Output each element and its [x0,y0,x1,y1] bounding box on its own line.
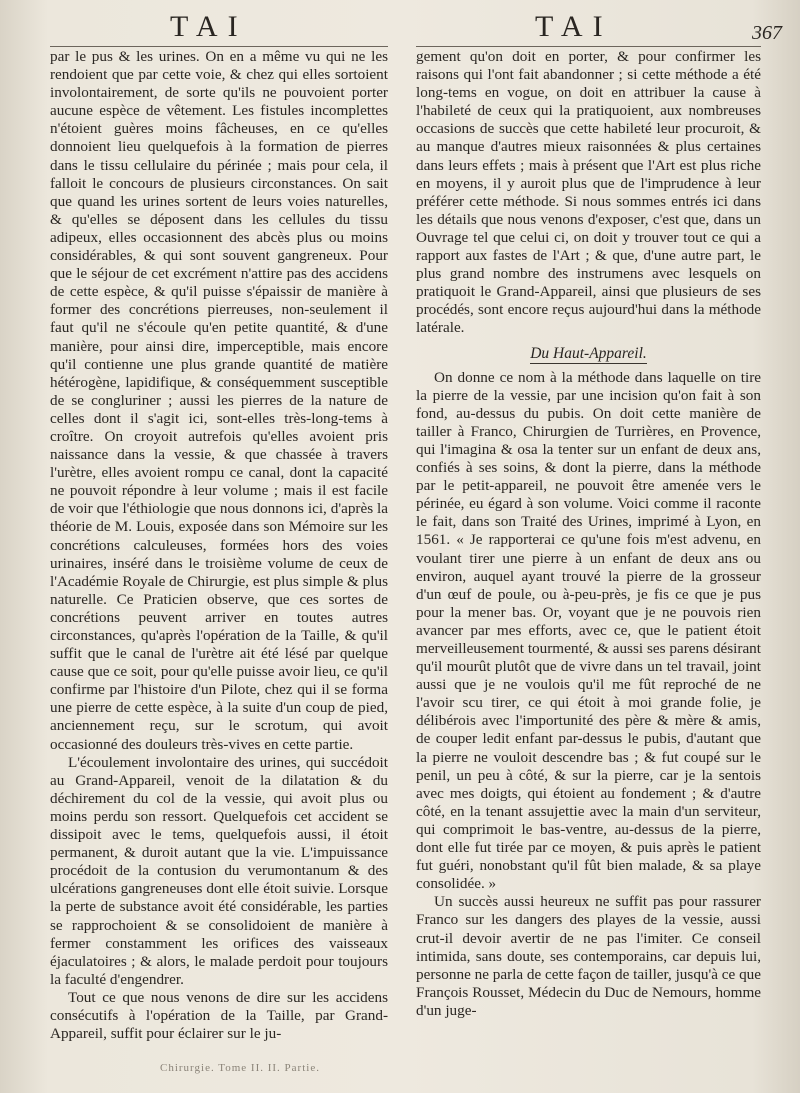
right-paragraph-1: On donne ce nom à la méthode dans laquelle on tire la pierre de la vessie, par une incision qu'on fait à son fond, au-dessus du pubis. On doit cette manière de tailler à Franco, Chirurgien de Turrières, en Provence, qui l'imagina & osa la tenter sur un enfant de deux ans, confiés à ses soins, & dont la pierre, dans la méthode par le petit-appareil, ne pouvoit être amenée vers le périnée, eu égard à son volume. Voici comme il raconte le fait, dans son Traité des Urines, imprimé à Lyon, en 1561. « Je rapporterai ce qu'une fois m'est advenu, en voulant tirer une pierre à un enfant de deux ans ou environ, auquel ayant trouvé la pierre de la grosseur d'un œuf de poule, ou à-peu-près, je fis ce que je pus pour la mener bas. Or, voyant que je ne pouvois rien avancer par mes efforts, avec ce, que le patient étoit merveilleusement tourmenté, & aussi ses parens désirant qu'il mourût plutôt que de vivre dans un tel travail, joint aussi que je ne voulois qu'il me fût reproché de ne l'avoir scu tirer, ce qui étoit à moi grande folie, je délibérois avec l'importunité des père & mère & amis, de couper ledit enfant par-dessus le pubis, d'autant que la pierre ne vouloit descendre bas ; & fut coupé sur le penil, un peu à côté, & sur la pierre, car je la sentois avec mes doigts, qui étoient au fondement ; & d'autre côté, en la tenant assujettie avec la main d'un serviteur, qui comprimoit le bas-ventre, au-dessus de la pierre, dont elle fut tirée par ce moyen, & puis après le patient fut guéri, nonobstant qu'il fût bien malade, & sa playe consolidée. » [416,368,761,893]
page-number: 367 [752,22,782,44]
running-header [0,10,800,50]
section-heading [416,345,761,363]
left-paragraph-3: Tout ce que nous venons de dire sur les accidens consécutifs à l'opération de la Taille, par Grand-Appareil, suffit pour éclairer sur le ju- [50,988,388,1043]
right-column [416,48,761,1020]
left-paragraph-1: par le pus & les urines. On en a même vu qui ne les rendoient que par cette voie, & chez qui elles sortoient involontairement, de sorte qu'ils ne pouvoient porter aucune espèce de vêtement. Les fistules incomplettes n'étoient guères moins fâcheuses, en ce qu'elles donnoient lieu quelquefois à la formation de pierres dans le tissu cellulaire du périnée ; mais pour cela, il falloit le concours de plusieurs circonstances. On sait que quand les urines sortent de leurs voies naturelles, & qu'elles se déposent dans les cellules du tissu adipeux, elles occasionnent des abcès plus ou moins considérables, & qui sont souvent gangreneux. Pour que le séjour de cet excrément n'attire pas des accidens de cette espèce, & qu'il puisse s'épaissir de manière à former des concrétions pierreuses, non-seulement il faut qu'il ne s'écoule qu'en petite quantité, & d'une manière, pour ainsi dire, imperceptible, mais encore qu'il contienne une plus grande quantité de matière hétérogène, lapidifique, & conséquemment susceptible de se congluriner ; aussi les pierres de la nature de celles dont il s'agit ici, sont-elles très-long-tems à croître. On croyoit autrefois qu'elles avoient pris naissance dans la vessie, & que chassée à travers l'urètre, elles avoient rompu ce canal, dont la capacité ne pouvoit répondre à leur volume ; mais il est facile de voir que l'éthiologie que nous donnons ici, d'après la théorie de M. Louis, exposée dans son Mémoire sur les concrétions calculeuses, formées hors des voies urinaires, inséré dans le troisième volume de ceux de l'Académie Royale de Chirurgie, est plus simple & plus naturelle. Ce Praticien observe, que ces sortes de concrétions peuvent arriver en toutes autres circonstances, qu'après l'opération de la Taille, & qu'il suffit que le canal de l'urètre ait été lésé par quelque cause que ce soit, pour qu'elle puisse avoir lieu, ce qu'il confirme par l'histoire d'un Pilote, chez qui il se forma une pierre de cette espèce, à la suite d'un coup de pied, anciennement reçu, sur le scrotum, qui avoit occasionné des douleurs très-vives en cette partie. [50,48,388,753]
page-signature: Chirurgie. Tome II. II. Partie. [160,1062,320,1074]
right-paragraph-2: Un succès aussi heureux ne suffit pas pour rassurer Franco sur les dangers des playes de la vessie, aussi crut-il devoir avertir de ne pas l'imiter. Ce conseil intimida, sans doute, ses contemporains, car depuis lui, personne ne parla de cette façon de tailler, jusqu'à ce que François Rousset, Médecin du Duc de Nemours, homme d'un juge- [416,893,761,1019]
left-running-title: TAI [170,10,248,43]
left-paragraph-2: L'écoulement involontaire des urines, qui succédoit au Grand-Appareil, venoit de la dilatation & du déchirement du col de la vessie, qui avoit plus ou moins perdu son ressort. Quelquefois cet accident se dissipoit avec le tems, quelquefois aussi, il étoit permanent, & duroit autant que la vie. L'impuissance procédoit de la contusion du verumontanum & des ulcérations gangreneuses dont elle étoit suivie. Lorsque la perte de substance avoit été considérable, les parties se rapprochoient & se consolidoient de manière à fermer constamment les orifices des vaisseaux éjaculatoires ; & alors, le malade perdoit pour toujours la faculté d'engendrer. [50,753,388,988]
header-rule-right [416,46,761,47]
right-paragraph-continuation: gement qu'on doit en porter, & pour confirmer les raisons qui l'ont fait abandonner ; si cette méthode a été long-tems en vogue, on doit en attribuer la cause à l'habileté de ceux qui la pratiquoient, aux nombreuses occasions de succès que cette habileté leur procuroit, & au manque d'autres mieux raisonnées & plus certaines dans leurs effets ; mais à présent que l'Art est plus riche en moyens, il y auroit plus que de l'imprudence à leur préférer cette méthode. Si nous sommes entrés ici dans les détails que nous venons d'exposer, c'est que, dans un Ouvrage tel que celui ci, on doit y trouver tout ce qui a rapport aux fastes de l'Art ; & que, d'une autre part, le plus grand nombre des instrumens avec lesquels on pratiquoit le Grand-Appareil, ainsi que plusieurs de ses procédés, sont encore reçus aujourd'hui dans la méthode latérale. [416,48,761,337]
header-rule-left [50,46,388,47]
left-column [50,48,388,1043]
section-heading-text: Du Haut-Appareil. [530,344,647,362]
right-running-title: TAI [535,10,613,43]
